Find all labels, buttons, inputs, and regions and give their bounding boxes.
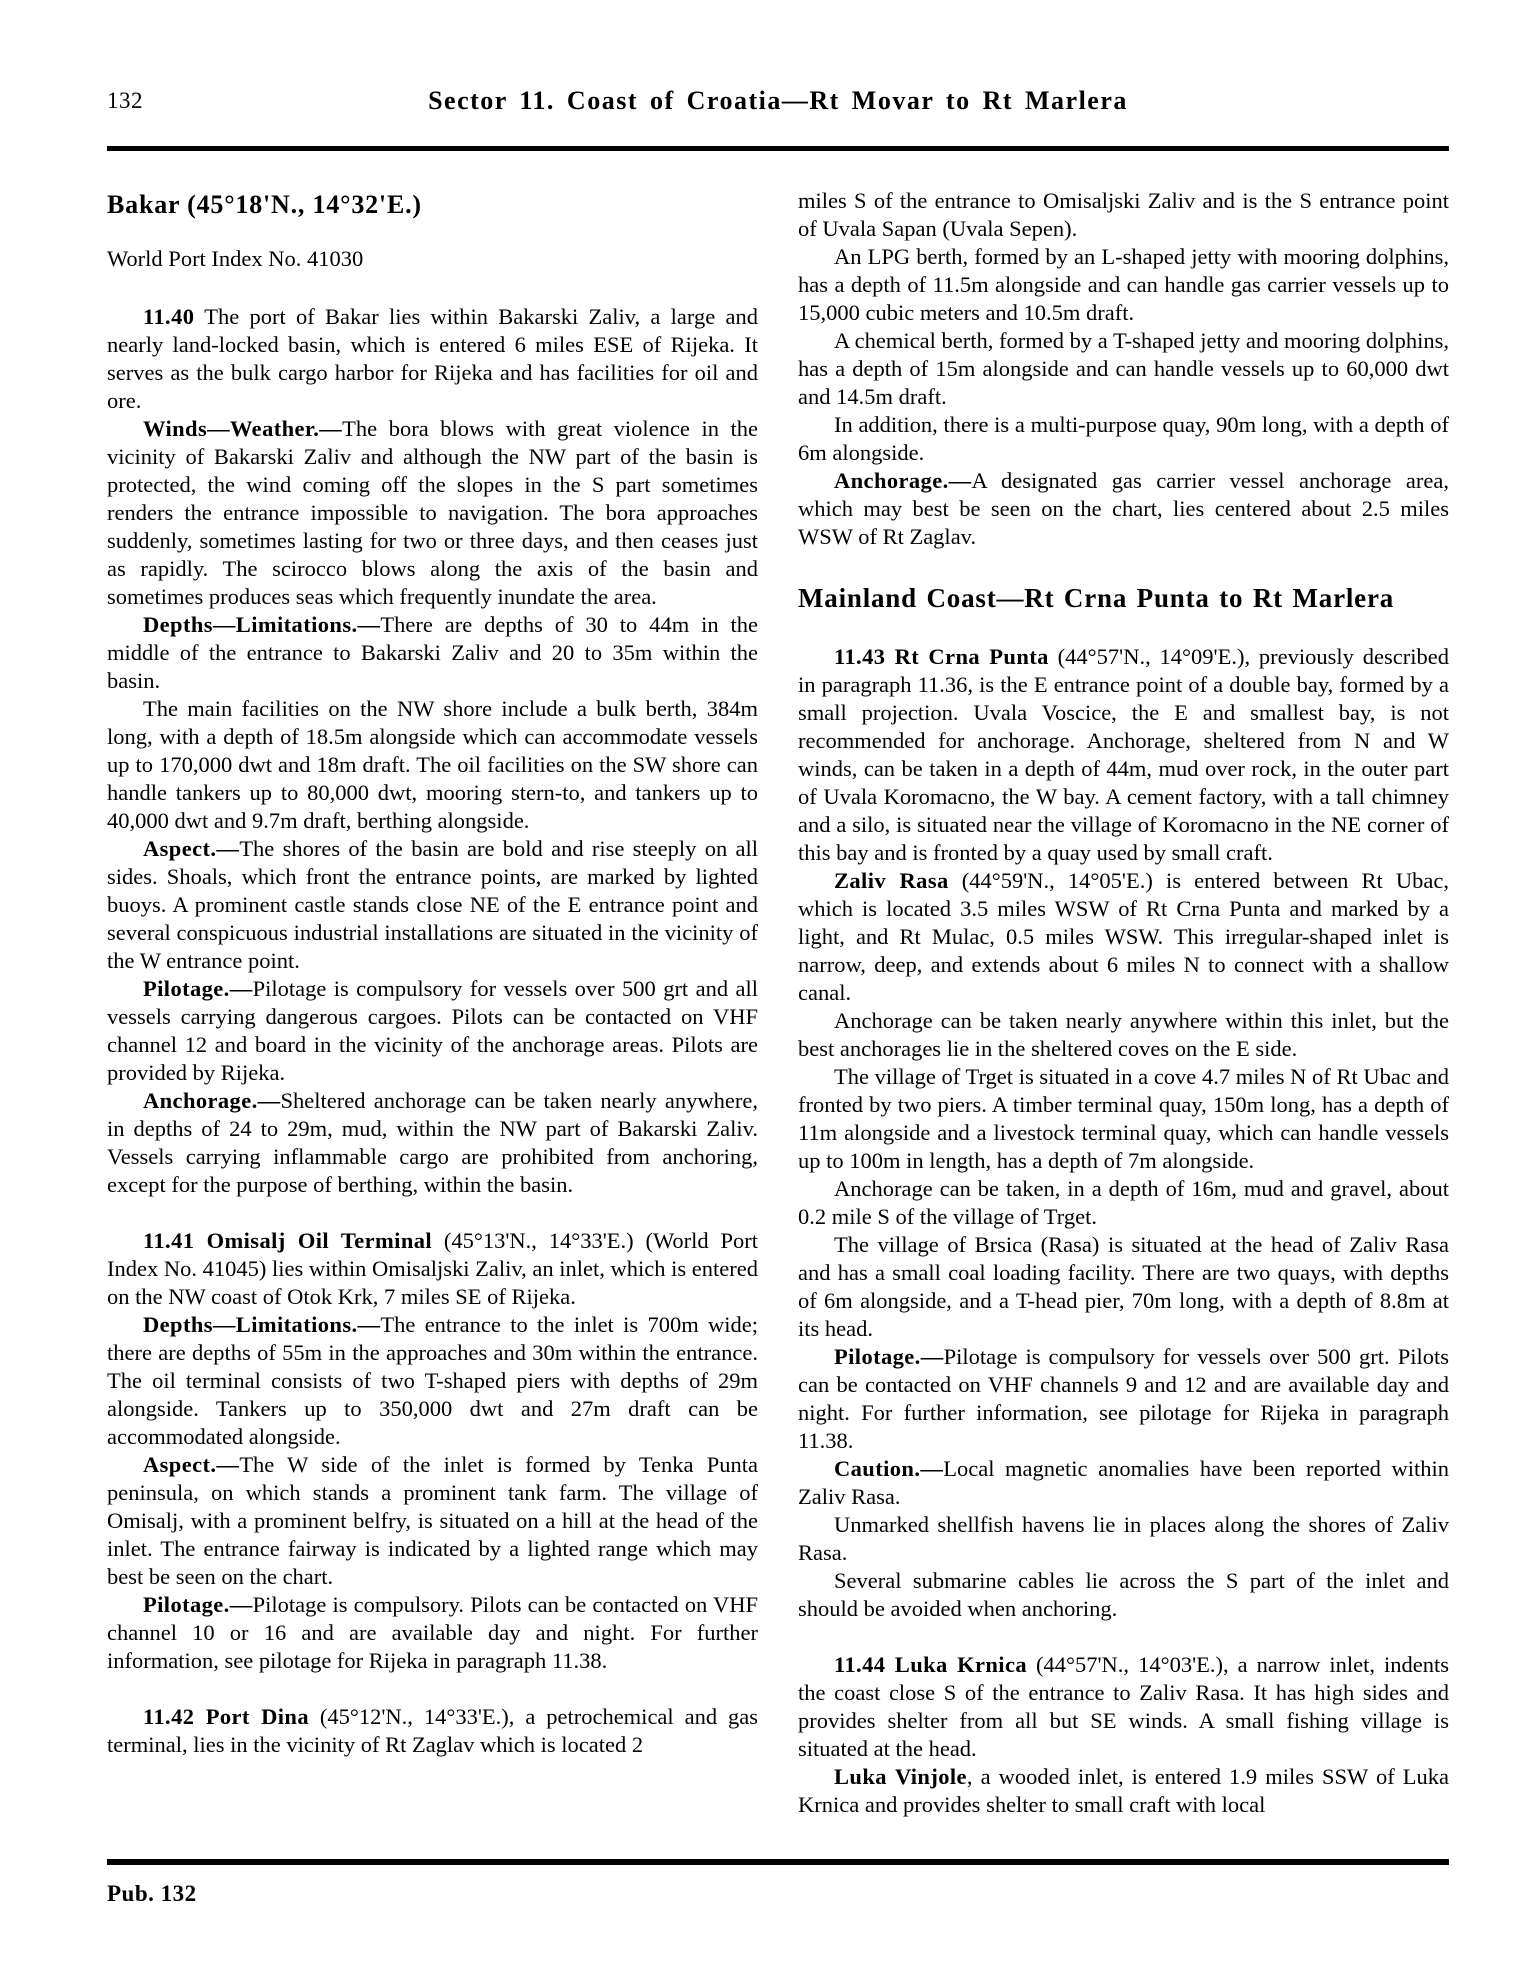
paragraph: [798, 1763, 1449, 1819]
bold-lead: Winds—Weather.—: [143, 416, 343, 441]
body-text: Pilotage is compulsory for vessels over 500 grt and all vessels carrying dangerous cargoes. Pilots can be contacted on VHF channel 12 and board in the vicinity of the anchorage areas. Pilots are provided by Rijeka.: [107, 976, 758, 1085]
body-text: There are depths of 30 to 44m in the middle of the entrance to Bakarski Zaliv and 20 to 35m within the basin.: [107, 612, 758, 693]
bold-lead: 11.40: [143, 304, 195, 329]
paragraph: [798, 643, 1449, 867]
body-text: The W side of the inlet is formed by Tenka Punta peninsula, on which stands a prominent tank farm. The village of Omisalj, with a prominent belfry, is situated on a hill at the head of the inlet. The entrance fairway is indicated by a lighted range which may best be seen on the chart.: [107, 1452, 758, 1589]
paragraph: [107, 1591, 758, 1675]
body-text: (44°59'N., 14°05'E.) is entered between Rt Ubac, which is located 3.5 miles WSW of Rt Crna Punta and marked by a light, and Rt Mulac, 0.5 miles WSW. This irregular-shaped inlet is narrow, deep, and extends about 6 miles N to connect with a shallow canal.: [798, 868, 1449, 1005]
body-text: The entrance to the inlet is 700m wide; there are depths of 55m in the approaches and 30m within the entrance. The oil terminal consists of two T-shaped piers with depths of 29m alongside. Tankers up to 350,000 dwt and 27m draft can be accommodated alongside.: [107, 1312, 758, 1449]
bold-lead: Pilotage.—: [143, 1592, 253, 1617]
left-column: [107, 187, 758, 1759]
body-text: miles S of the entrance to Omisaljski Zaliv and is the S entrance point of Uvala Sapan (Uvala Sepen).: [798, 188, 1449, 241]
paragraph: [798, 1651, 1449, 1763]
paragraph: [798, 1175, 1449, 1231]
bold-lead: Depths—Limitations.—: [143, 1312, 381, 1337]
bold-lead: Pilotage.—: [143, 976, 253, 1001]
body-text: In addition, there is a multi-purpose quay, 90m long, with a depth of 6m alongside.: [798, 412, 1449, 465]
footer-rule: [107, 1859, 1449, 1865]
bold-lead: Zaliv Rasa: [834, 868, 949, 893]
bold-lead: Anchorage.—: [834, 468, 972, 493]
body-text: Several submarine cables lie across the S part of the inlet and should be avoided when anchoring.: [798, 1568, 1449, 1621]
body-text: The bora blows with great violence in the vicinity of Bakarski Zaliv and although the NW part of the basin is protected, the wind coming off the slopes in the S part sometimes renders the entrance impossible to navigation. The bora approaches suddenly, sometimes lasting for two or three days, and then ceases just as rapidly. The scirocco blows along the axis of the basin and sometimes produces seas which frequently inundate the area.: [107, 416, 758, 609]
body-text: The village of Brsica (Rasa) is situated at the head of Zaliv Rasa and has a small coal loading facility. There are two quays, with depths of 6m alongside, and a T-head pier, 70m long, with a depth of 8.8m at its head.: [798, 1232, 1449, 1341]
body-text: (45°13'N., 14°33'E.) (World Port Index No. 41045) lies within Omisaljski Zaliv, an inlet, which is entered on the NW coast of Otok Krk, 7 miles SE of Rijeka.: [107, 1228, 758, 1309]
body-text: The village of Trget is situated in a cove 4.7 miles N of Rt Ubac and fronted by two piers. A timber terminal quay, 150m long, has a depth of 11m alongside and a livestock terminal quay, which can handle vessels up to 100m in length, has a depth of 7m alongside.: [798, 1064, 1449, 1173]
paragraph: [107, 1227, 758, 1311]
body-text: A chemical berth, formed by a T-shaped jetty and mooring dolphins, has a depth of 15m alongside and can handle vessels up to 60,000 dwt and 14.5m draft.: [798, 328, 1449, 409]
bold-lead: Aspect.—: [143, 1452, 240, 1477]
two-column-text: [107, 187, 1449, 1849]
body-text: An LPG berth, formed by an L-shaped jetty with mooring dolphins, has a depth of 11.5m alongside and can handle gas carrier vessels up to 15,000 cubic meters and 10.5m draft.: [798, 244, 1449, 325]
paragraph: [107, 695, 758, 835]
body-text: Unmarked shellfish havens lie in places along the shores of Zaliv Rasa.: [798, 1512, 1449, 1565]
bold-lead: Pilotage.—: [834, 1344, 944, 1369]
paragraph: [107, 975, 758, 1087]
world-port-index: World Port Index No. 41030: [107, 246, 364, 271]
body-text: (45°12'N., 14°33'E.), a petrochemical and gas terminal, lies in the vicinity of Rt Zaglav which is located 2: [107, 1704, 758, 1757]
bold-lead: Luka Vinjole: [834, 1764, 967, 1789]
paragraph: [798, 327, 1449, 411]
bold-lead: 11.41 Omisalj Oil Terminal: [143, 1228, 433, 1253]
paragraph: [798, 1567, 1449, 1623]
body-text: Anchorage can be taken nearly anywhere within this inlet, but the best anchorages lie in the sheltered coves on the E side.: [798, 1008, 1449, 1061]
body-text: Anchorage can be taken, in a depth of 16m, mud and gravel, about 0.2 mile S of the village of Trget.: [798, 1176, 1449, 1229]
paragraph: [798, 243, 1449, 327]
body-text: The port of Bakar lies within Bakarski Zaliv, a large and nearly land-locked basin, which is entered 6 miles ESE of Rijeka. It serves as the bulk cargo harbor for Rijeka and has facilities for oil and ore.: [107, 304, 758, 413]
body-text: A designated gas carrier vessel anchorage area, which may best be seen on the chart, lies centered about 2.5 miles WSW of Rt Zaglav.: [798, 468, 1449, 549]
paragraph: [798, 1007, 1449, 1063]
paragraph: [107, 1451, 758, 1591]
body-text: The main facilities on the NW shore include a bulk berth, 384m long, with a depth of 18.5m alongside which can accommodate vessels up to 170,000 dwt and 18m draft. The oil facilities on the SW shore can handle tankers up to 80,000 dwt, mooring stern-to, and tankers up to 40,000 dwt and 9.7m draft, berthing alongside.: [107, 696, 758, 833]
page-content: [107, 0, 1449, 1907]
paragraph: [798, 467, 1449, 551]
paragraph: [107, 303, 758, 415]
paragraph: [798, 1063, 1449, 1175]
right-column: [798, 187, 1449, 1819]
page-header: [107, 0, 1449, 116]
paragraph: [107, 1087, 758, 1199]
paragraph: [107, 611, 758, 695]
body-text: Sheltered anchorage can be taken nearly anywhere, in depths of 24 to 29m, mud, within the NW part of Bakarski Zaliv. Vessels carrying inflammable cargo are prohibited from anchoring, except for the purpose of berthing, within the basin.: [107, 1088, 758, 1197]
section-heading: Mainland Coast—Rt Crna Punta to Rt Marlera: [798, 583, 1395, 613]
paragraph: [798, 867, 1449, 1007]
bold-lead: 11.42 Port Dina: [143, 1704, 309, 1729]
header-rule: [107, 146, 1449, 151]
body-text: Local magnetic anomalies have been reported within Zaliv Rasa.: [798, 1456, 1449, 1509]
paragraph: [798, 1231, 1449, 1343]
port-heading: Bakar (45°18'N., 14°32'E.): [107, 190, 422, 219]
paragraph: [107, 835, 758, 975]
body-text: Pilotage is compulsory for vessels over 500 grt. Pilots can be contacted on VHF channels 9 and 12 and are available day and night. For further information, see pilotage for Rijeka in paragraph 11.38.: [798, 1344, 1449, 1453]
paragraph: [798, 1343, 1449, 1455]
bold-lead: Anchorage.—: [143, 1088, 281, 1113]
paragraph: [798, 411, 1449, 467]
bold-lead: 11.43 Rt Crna Punta: [834, 644, 1049, 669]
paragraph: [798, 1511, 1449, 1567]
paragraph: [107, 1703, 758, 1759]
paragraph: [107, 1311, 758, 1451]
bold-lead: Aspect.—: [143, 836, 240, 861]
paragraph: [798, 1455, 1449, 1511]
footer-pub-number: Pub. 132: [107, 1881, 197, 1906]
body-text: The shores of the basin are bold and rise steeply on all sides. Shoals, which front the entrance points, are marked by lighted buoys. A prominent castle stands close NE of the E entrance point and several conspicuous industrial installations are situated in the vicinity of the W entrance point.: [107, 836, 758, 973]
body-text: , a wooded inlet, is entered 1.9 miles SSW of Luka Krnica and provides shelter to small craft with local: [798, 1764, 1449, 1817]
bold-lead: 11.44 Luka Krnica: [834, 1652, 1027, 1677]
paragraph: [107, 415, 758, 611]
header-title: Sector 11. Coast of Croatia—Rt Movar to Rt Marlera: [428, 86, 1128, 115]
page-number: 132: [107, 88, 143, 113]
body-text: Pilotage is compulsory. Pilots can be contacted on VHF channel 10 or 16 and are available day and night. For further information, see pilotage for Rijeka in paragraph 11.38.: [107, 1592, 758, 1673]
body-text: (44°57'N., 14°03'E.), a narrow inlet, indents the coast close S of the entrance to Zaliv Rasa. It has high sides and provides shelter from all but SE winds. A small fishing village is situated at the head.: [798, 1652, 1449, 1761]
bold-lead: Caution.—: [834, 1456, 944, 1481]
body-text: (44°57'N., 14°09'E.), previously described in paragraph 11.36, is the E entrance point of a double bay, formed by a small projection. Uvala Voscice, the E and smallest bay, is not recommended for anchorage. Anchorage, sheltered from N and W winds, can be taken in a depth of 44m, mud over rock, in the outer part of Uvala Koromacno, the W bay. A cement factory, with a tall chimney and a silo, is situated near the village of Koromacno in the NE corner of this bay and is fronted by a quay used by small craft.: [798, 644, 1449, 865]
bold-lead: Depths—Limitations.—: [143, 612, 381, 637]
paragraph: [798, 187, 1449, 243]
